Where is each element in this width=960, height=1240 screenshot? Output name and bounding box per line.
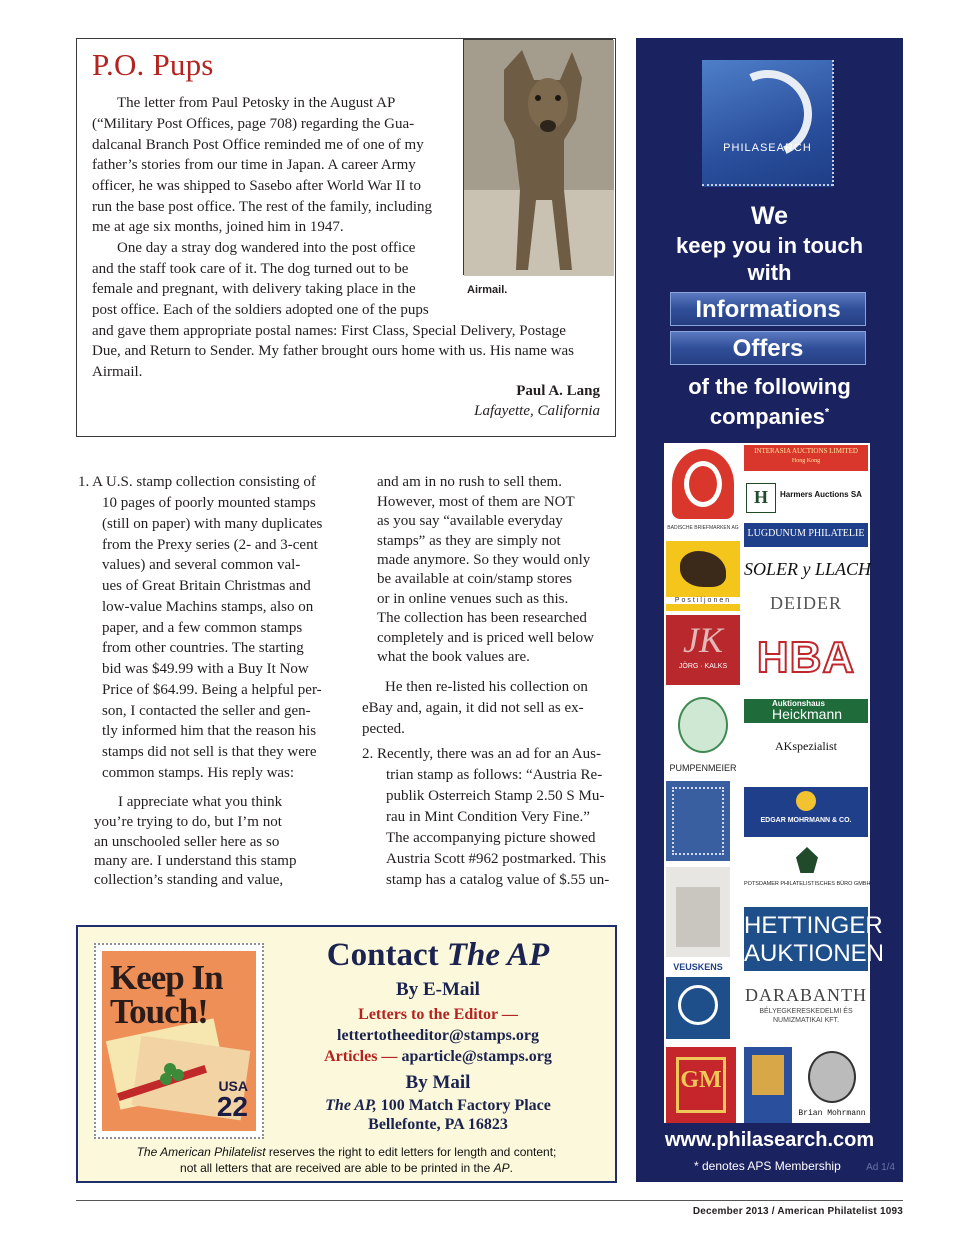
quote-line: completely and is priced well below <box>377 630 595 646</box>
letter-box <box>76 38 616 437</box>
quote-line: you’re trying to do, but I’m not <box>94 814 282 830</box>
heickmann-logo: Auktionshaus Heickmann <box>744 699 868 723</box>
brian-mohrmann-logo: Brian Mohrmann <box>796 1047 868 1123</box>
quote-line: I appreciate what you think <box>118 794 283 810</box>
international-auction-logo <box>744 1047 792 1123</box>
philasearch-logo <box>702 60 833 187</box>
article-line: 10 pages of poorly mounted stamps <box>102 495 316 511</box>
article-line: stamp has a catalog value of $.55 un- <box>386 872 610 888</box>
ad-line-with: with <box>747 260 792 285</box>
article-line: bid was $49.99 with a Buy It Now <box>102 661 309 677</box>
letter-line: Due, and Return to Sender. My father brought ours home with us. His name was <box>92 343 574 359</box>
heidam-logo <box>666 867 730 957</box>
deider-logo: DEIDER <box>744 591 868 623</box>
article-line: 1. A U.S. stamp collection consisting of <box>78 474 316 490</box>
edgar-mohrmann-logo: EDGAR MOHRMANN & CO. <box>744 787 868 837</box>
potsdamer-logo: POTSDAMER PHILATELISTISCHES BÜRO GMBH <box>744 845 868 897</box>
letter-line: post office. Each of the soldiers adopted one of the pups <box>92 302 429 318</box>
letter-line: female and pregnant, with delivery taking place in the <box>92 281 416 297</box>
article-line: tly informed him that the reason his <box>102 723 317 739</box>
philasearch-ad[interactable] <box>636 38 903 1182</box>
soler-llach-logo: SOLER y LLACH <box>744 557 868 585</box>
mail-address-line-1: The AP, 100 Match Factory Place <box>325 1097 551 1114</box>
darabanth-logo: DARABANTH BÉLYEGKERESKEDELMI ÉS NUMIZMATIKAI KFT. <box>744 979 868 1039</box>
veuskens-logo <box>666 977 730 1039</box>
interasia-logo: INTERASIA AUCTIONS LIMITED Hong Kong <box>744 445 868 471</box>
dog-photo-image <box>464 40 614 276</box>
contact-box <box>76 925 617 1183</box>
gm-logo: GM <box>666 1047 736 1123</box>
article-line: He then re-listed his collection on <box>385 679 588 695</box>
signature-location: Lafayette, California <box>474 403 600 419</box>
quote-line: collection’s standing and value, <box>94 872 284 888</box>
dog-photo <box>463 39 613 275</box>
letters-label: Letters to the Editor — <box>358 1006 518 1023</box>
email-heading: By E-Mail <box>396 979 480 1000</box>
articles-contact: Articles — aparticle@stamps.org <box>324 1048 552 1065</box>
letter-line: One day a stray dog wandered into the post office <box>117 240 416 256</box>
editorial-note: The American Philatelist reserves the right to edit letters for length and content; not all letters that are received are able to be printed in the AP. <box>136 1145 557 1175</box>
letter-line: and the staff took care of it. The dog turned out to be <box>92 261 409 277</box>
mail-heading: By Mail <box>405 1072 471 1093</box>
company-logo-grid <box>664 443 885 1123</box>
offers-banner: Offers <box>670 331 866 365</box>
quote-line: The collection has been researched <box>377 610 587 626</box>
quote-line: or in online venues such as this. <box>377 591 569 607</box>
article-line: 2. Recently, there was an ad for an Aus- <box>362 746 601 762</box>
stamp-artwork <box>102 951 256 1131</box>
quote-line: made anymore. So they would only <box>377 552 591 568</box>
letter-line: officer, he was shipped to Sasebo after World War II to <box>92 178 421 194</box>
signature-name: Paul A. Lang <box>516 383 600 399</box>
article-line: paper, and a few common stamps <box>102 620 303 636</box>
article-line: stamps did not sell is that they were <box>102 744 317 760</box>
ad-line-companies: companies* <box>709 404 830 429</box>
letters-email-link[interactable]: lettertotheeditor@stamps.org <box>337 1027 539 1044</box>
article-line: trian stamp as follows: “Austria Re- <box>386 767 603 783</box>
letter-line: run the base post office. The rest of the family, including <box>92 199 433 215</box>
stamp-denomination: USA 22 <box>216 1078 248 1122</box>
article-line: publik Osterreich Stamp 2.50 S Mu- <box>386 788 605 804</box>
quote-line: stamps” as they are simply not <box>377 533 561 549</box>
letter-line: (“Military Post Offices, page 708) regarding the Gua- <box>92 116 415 132</box>
ad-line-keep-in-touch: keep you in touch <box>675 233 864 258</box>
harmers-logo: H Harmers Auctions SA <box>744 479 868 515</box>
letter-line: and gave them appropriate postal names: First Class, Special Delivery, Postage <box>92 323 566 339</box>
article-line: common stamps. His reply was: <box>102 765 295 781</box>
postiljonen-logo: Postiljonen <box>666 541 740 611</box>
hba-logo: HBA <box>744 633 868 691</box>
article-line: values) and several common val- <box>102 557 301 573</box>
informations-banner: Informations <box>670 292 866 326</box>
article-line: eBay and, again, it did not sell as ex- <box>362 700 584 716</box>
letter-line: me at age six months, joined him in 1947. <box>92 219 344 235</box>
mail-address-line-2: Bellefonte, PA 16823 <box>368 1116 508 1133</box>
article-line: from other countries. The starting <box>102 640 304 656</box>
article-line: Austria Scott #962 postmarked. This <box>386 851 607 867</box>
quote-line: an unschooled seller here as so <box>94 834 280 850</box>
quote-line: as you say “available everyday <box>377 513 563 529</box>
article-line: rau in Mint Condition Very Fine.” <box>386 809 590 825</box>
article-line: pected. <box>362 721 405 737</box>
article-line: The accompanying picture showed <box>386 830 596 846</box>
badische-logo: BADISCHE BRIEFMARKEN AG <box>666 445 740 537</box>
aps-membership-footnote: * denotes APS Membership <box>694 1159 841 1173</box>
quote-line: many are. I understand this stamp <box>94 853 297 869</box>
ad-line-following: of the following <box>688 374 851 399</box>
ad-size-label: Ad 1/4 <box>866 1162 895 1173</box>
letter-line: The letter from Paul Petosky in the August AP <box>117 95 396 111</box>
philasearch-logo-name: PHILASEARCH <box>723 142 812 154</box>
photo-caption: Airmail. <box>467 284 508 296</box>
article-line: low-value Machins stamps, also on <box>102 599 314 615</box>
contact-title: Contact The AP <box>326 937 550 973</box>
articles-email-link[interactable]: aparticle@stamps.org <box>401 1048 552 1065</box>
veuskens-label: VEUSKENS <box>666 961 730 975</box>
quote-line: However, most of them are NOT <box>377 494 575 510</box>
page-footer: December 2013 / American Philatelist 1093 <box>692 1206 903 1217</box>
article-line: (still on paper) with many duplicates <box>102 516 323 532</box>
article-line: son, I contacted the seller and gen- <box>102 703 311 719</box>
logo-perforation <box>832 60 834 186</box>
hettinger-logo: HETTINGER AUKTIONEN <box>744 907 868 971</box>
letter-title: P.O. Pups <box>92 47 214 82</box>
logo-perforation <box>702 184 833 186</box>
quote-line: and am in no rush to sell them. <box>377 474 562 490</box>
quote-line: what the book values are. <box>377 649 530 665</box>
ad-line-we: We <box>750 202 789 230</box>
keep-in-touch-stamp <box>94 943 264 1139</box>
footer-rule <box>76 1200 903 1201</box>
stamp-slogan: Keep In Touch! <box>110 958 223 1031</box>
pumpenmeier-logo: PUMPENMEIER <box>666 693 740 777</box>
letter-line: father’s stories from our time in Japan. A career Army <box>92 157 416 173</box>
article-line: from the Prexy series (2- and 3-cent <box>102 537 318 553</box>
quote-line: be available at coin/stamp stores <box>377 571 572 587</box>
letter-line: dalcanal Branch Post Office reminded me of one of my <box>92 137 424 153</box>
stamp-murray-logo <box>666 781 730 861</box>
letter-line: Airmail. <box>92 364 143 380</box>
article-line: Price of $64.99. Being a helpful per- <box>102 682 322 698</box>
ak-spezialist-logo: AKspezialist <box>744 733 868 773</box>
joerg-kalks-logo: JK JÖRG · KALKS <box>666 615 740 685</box>
philasearch-url-link[interactable]: www.philasearch.com <box>664 1129 875 1151</box>
article-line: ues of Great Britain Christmas and <box>102 578 311 594</box>
lugdunum-logo: LUGDUNUM PHILATELIE <box>744 523 868 547</box>
